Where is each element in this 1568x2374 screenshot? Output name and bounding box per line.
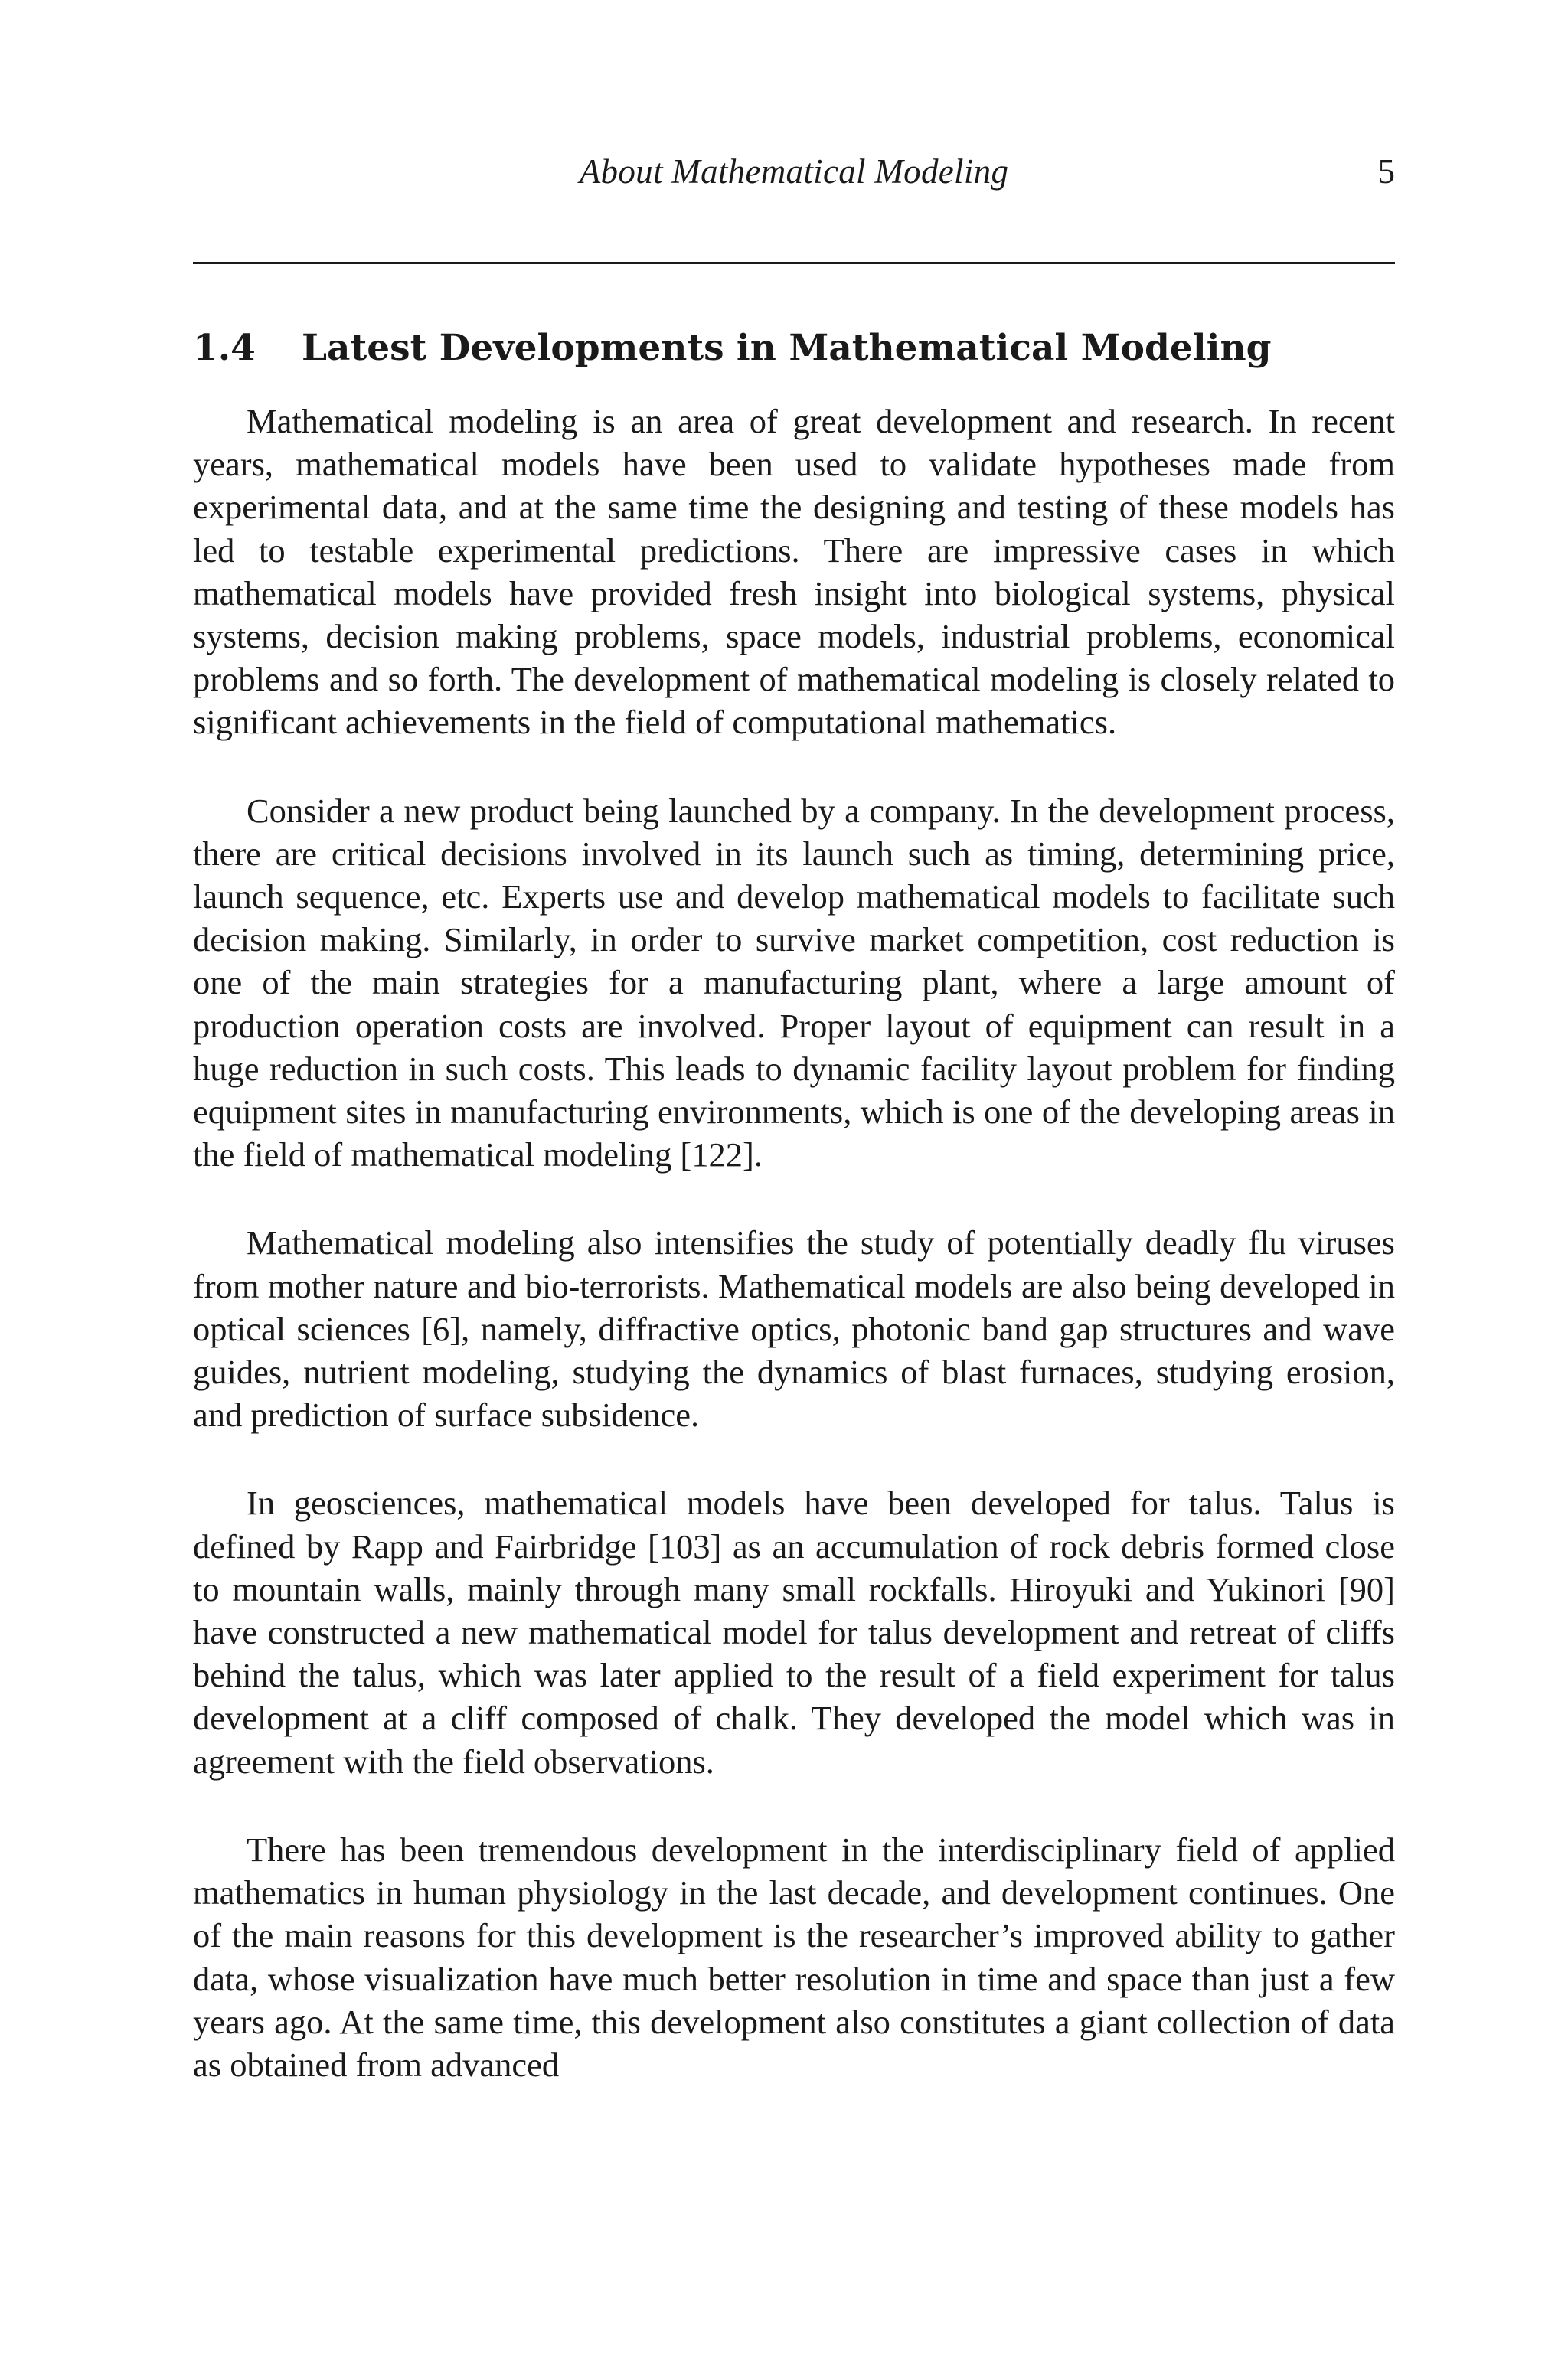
section-number: 1.4: [193, 327, 256, 369]
header-rule: [193, 262, 1395, 264]
running-head-title: About Mathematical Modeling: [579, 152, 1009, 191]
paragraph: Consider a new product being launched by a company. In the development process, there are critical decisions involved in its launch such as timing, determining price, launch sequence, etc. Experts use and develop mathematical models to facilitate such decision making. Similarly, in order to survive market competition, cost reduction is one of the main strategies for a manufacturing plant, where a large amount of production operation costs are involved. Proper layout of equipment can result in a huge reduction in such costs. This leads to dynamic facility layout problem for finding equipment sites in manufacturing environments, which is one of the developing areas in the field of mathematical modeling [122].: [193, 791, 1395, 1174]
paragraph: There has been tremendous development in the interdisciplinary field of applied mathematics in human physiology in the last decade, and development continues. One of the main reasons for this development is the researcher’s improved ability to gather data, whose visualization have much better resolution in time and space than just a few years ago. At the same time, this development also constitutes a giant collection of data as obtained from advanced: [193, 1830, 1395, 2084]
paragraph: In geosciences, mathematical models have been developed for talus. Talus is defined by Rapp and Fairbridge [103] as an accumulation of rock debris formed close to mountain walls, mainly through many small rockfalls. Hiroyuki and Yukinori [90] have constructed a new mathematical model for talus development and retreat of cliffs behind the talus, which was later applied to the result of a field experiment for talus development at a cliff composed of chalk. They developed the model which was in agreement with the field observations.: [193, 1484, 1395, 1781]
section-heading: [193, 325, 1395, 371]
section-title: Latest Developments in Mathematical Modeling: [302, 327, 1272, 369]
body-text: [193, 400, 1395, 2131]
page-number: 5: [1377, 152, 1395, 191]
book-page: [193, 0, 1395, 2374]
paragraph: Mathematical modeling is an area of great development and research. In recent years, mathematical models have been used to validate hypotheses made from experimental data, and at the same time the designing and testing of these models has led to testable experimental predictions. There are impressive cases in which mathematical models have provided fresh insight into biological systems, physical systems, decision making problems, space models, industrial problems, economical problems and so forth. The development of mathematical modeling is closely related to significant achievements in the field of computational mathematics.: [193, 402, 1395, 742]
running-head: [193, 152, 1395, 198]
paragraph: Mathematical modeling also intensifies the study of potentially deadly flu viruses from mother nature and bio-terrorists. Mathematical models are also being developed in optical sciences [6], namely, diffractive optics, photonic band gap structures and wave guides, nutrient modeling, studying the dynamics of blast furnaces, studying erosion, and prediction of surface subsidence.: [193, 1223, 1395, 1435]
